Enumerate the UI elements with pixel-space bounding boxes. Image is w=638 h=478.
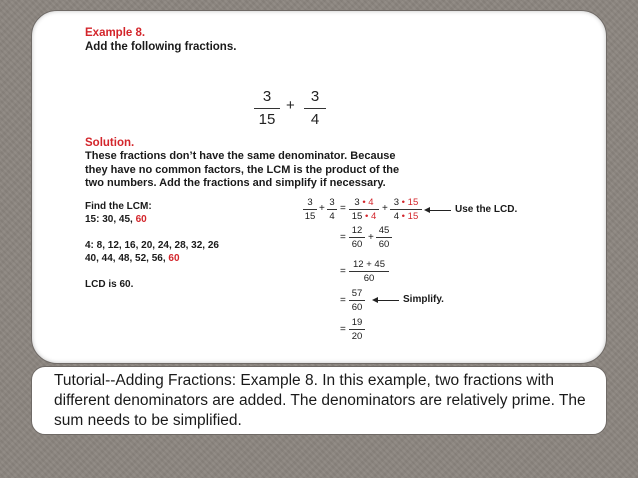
step5-fraction: 19 20 — [349, 317, 365, 342]
problem-expression — [254, 88, 334, 134]
multiples-of-4-line2: 40, 44, 48, 52, 56, 60 — [85, 253, 180, 264]
solution-line: they have no common factors, the LCM is the product of the — [85, 163, 400, 176]
lcm-label: Find the LCM: — [85, 201, 152, 212]
example-instruction: Add the following fractions. — [85, 41, 237, 53]
caption-text: Tutorial--Adding Fractions: Example 8. In this example, two fractions with different denominators are added. The denominators are relatively prime. The sum needs to be simplified. — [54, 372, 586, 429]
step3-fraction: 12 + 45 60 — [349, 259, 389, 284]
problem-operator: + — [286, 97, 295, 114]
solution-section — [85, 136, 485, 191]
lcm-work — [85, 200, 275, 291]
note-use-lcd: Use the LCD. — [455, 204, 518, 215]
step1-fraction-3: 3 • 4 15 • 4 — [349, 197, 379, 222]
fraction-numerator: 3 — [310, 88, 320, 105]
solution-line: two numbers. Add the fractions and simplify if necessary. — [85, 177, 386, 189]
problem-fraction-1 — [254, 88, 280, 129]
lcd-result: LCD is 60. — [85, 279, 134, 290]
caption-box — [31, 366, 607, 435]
step1-fraction-4: 3 • 15 4 • 15 — [390, 197, 422, 222]
multiples-of-4-line1: 4: 8, 12, 16, 20, 24, 28, 32, 26 — [85, 240, 219, 251]
solution-line: These fractions don’t have the same denominator. Because — [85, 150, 396, 162]
fraction-denominator: 15 — [258, 111, 276, 128]
fraction-denominator: 4 — [310, 111, 320, 128]
arrow-icon — [377, 300, 399, 301]
step2-fraction-2: 45 60 — [376, 225, 392, 250]
solution-title: Solution. — [85, 137, 135, 149]
step1-fraction-2: 3 4 — [327, 197, 337, 222]
problem-fraction-2 — [304, 88, 326, 129]
example-header — [85, 26, 477, 54]
multiples-of-15: 15: 30, 45, 60 — [85, 214, 147, 225]
step2-fraction-1: 12 60 — [349, 225, 365, 250]
arrow-icon — [429, 210, 451, 211]
step4-fraction: 57 60 — [349, 288, 365, 313]
note-simplify: Simplify. — [403, 294, 444, 305]
step1-fraction-1: 3 15 — [304, 197, 316, 222]
example-title: Example 8. — [85, 27, 146, 39]
fraction-numerator: 3 — [262, 88, 272, 105]
